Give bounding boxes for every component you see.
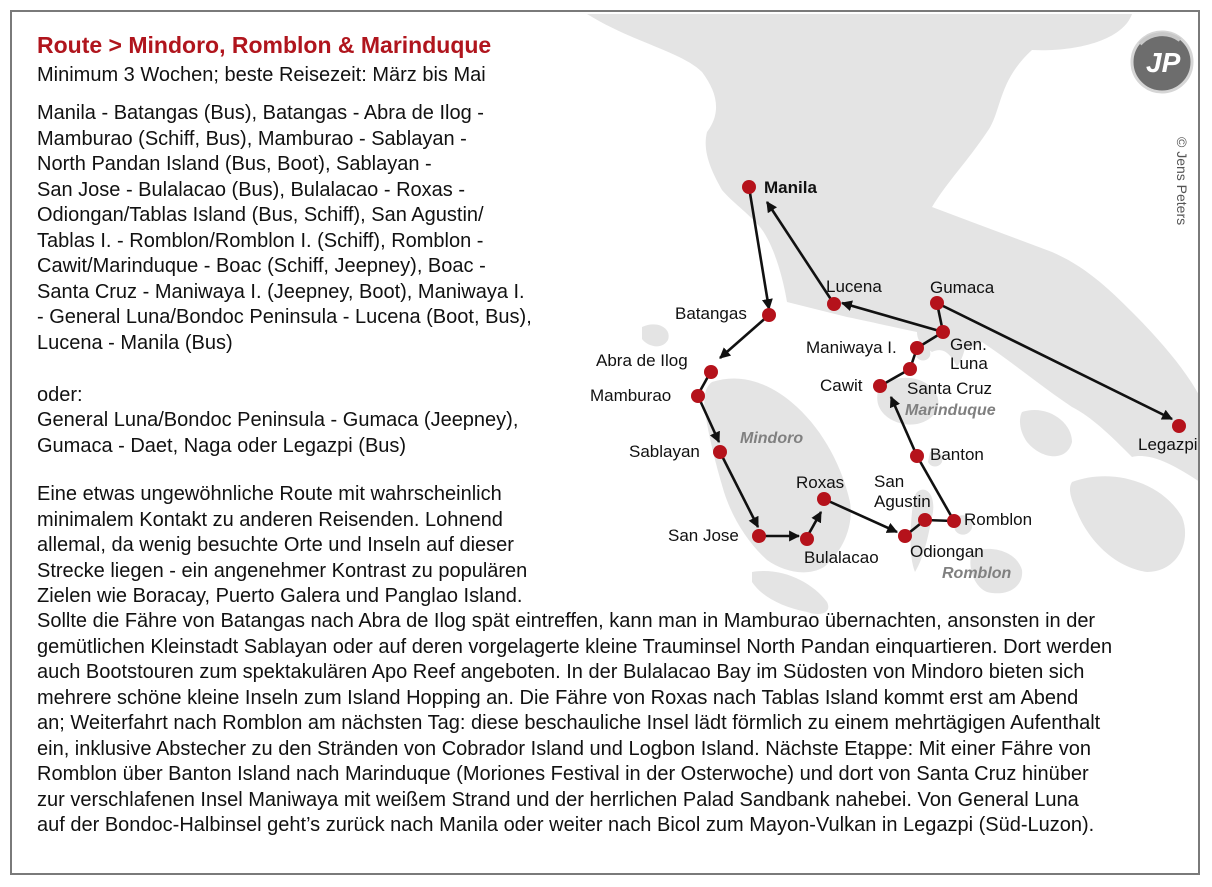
stop-mamburao bbox=[691, 389, 705, 403]
label-legazpi: Legazpi bbox=[1138, 435, 1198, 454]
stop-batangas bbox=[762, 308, 776, 322]
alternative-label bbox=[37, 383, 83, 409]
label-santacruz: Santa Cruz bbox=[907, 379, 993, 398]
stop-roxas bbox=[817, 492, 831, 506]
panay-coast bbox=[752, 571, 828, 614]
label-cawit: Cawit bbox=[820, 376, 863, 395]
stop-odiongan bbox=[898, 529, 912, 543]
lubang-islet bbox=[642, 324, 669, 346]
route-line: Odiongan/Tablas Island (Bus, Schiff), San Agustin/ bbox=[37, 204, 484, 226]
stop-romblon bbox=[947, 514, 961, 528]
stop-maniwaya bbox=[910, 341, 924, 355]
route-line: Manila - Batangas (Bus), Batangas - Abra de Ilog - bbox=[37, 102, 484, 124]
copyright-notice: © Jens Peters bbox=[1174, 137, 1190, 226]
stop-manila bbox=[742, 180, 756, 194]
summary-line: Zielen wie Boracay, Puerto Galera und Panglao Island. bbox=[37, 585, 523, 607]
label-banton: Banton bbox=[930, 445, 984, 464]
label-sanagustin-line2: Agustin bbox=[874, 492, 931, 511]
alt-line: General Luna/Bondoc Peninsula - Gumaca (Jeepney), bbox=[37, 409, 519, 431]
route-line: - General Luna/Bondoc Peninsula - Lucena (Boot, Bus), bbox=[37, 306, 532, 328]
label-island-marinduque: Marinduque bbox=[905, 402, 996, 419]
label-genluna-line2: Luna bbox=[950, 354, 988, 373]
alternative-route bbox=[37, 408, 518, 459]
burias-island bbox=[1020, 410, 1072, 456]
stop-gumaca bbox=[930, 296, 944, 310]
label-genluna-line1: Gen. bbox=[950, 335, 987, 354]
route-line: San Jose - Bulalacao (Bus), Bulalacao - Roxas - bbox=[37, 178, 465, 201]
label-island-romblon: Romblon bbox=[942, 565, 1012, 582]
details-line: auch Bootstouren zum spektakulären Apo Reef angeboten. In der Bulalacao Bay im Südosten von Mindoro bieten sich bbox=[37, 661, 1085, 683]
details-line: ein, inklusive Abstecher zu den Stränden von Cobrador Island und Logbon Island. Nächste Etappe: Mit einer Fähre von bbox=[37, 737, 1091, 760]
summary-line: minimalem Kontakt zu anderen Reisenden. Lohnend bbox=[37, 508, 503, 531]
details-line: Sollte die Fähre von Batangas nach Abra de Ilog spät eintreffen, kann man in Mamburao übernachten, ansonsten in der bbox=[37, 610, 1096, 632]
stop-legazpi bbox=[1172, 419, 1186, 433]
route-line: Mamburao (Schiff, Bus), Mamburao - Sablayan - bbox=[37, 127, 467, 150]
masbate-island bbox=[1070, 476, 1185, 572]
jp-logo bbox=[1132, 32, 1192, 92]
or-label: oder: bbox=[37, 384, 83, 406]
page-subtitle: Minimum 3 Wochen; beste Reisezeit: März bis Mai bbox=[37, 64, 486, 86]
route-card bbox=[10, 10, 1200, 875]
stop-banton bbox=[910, 449, 924, 463]
summary-line: allemal, da wenig besuchte Orte und Inseln auf dieser bbox=[37, 534, 514, 556]
route-details bbox=[37, 609, 1112, 839]
label-mamburao: Mamburao bbox=[590, 386, 672, 405]
label-gumaca: Gumaca bbox=[930, 278, 995, 297]
label-sanjose: San Jose bbox=[668, 526, 739, 545]
details-line: auf der Bondoc-Halbinsel geht’s zurück nach Manila oder weiter nach Bicol zum Mayon-Vulkan in Legazpi (Süd-Luzon). bbox=[37, 814, 1095, 836]
label-island-mindoro: Mindoro bbox=[740, 430, 804, 447]
stop-sablayan bbox=[713, 445, 727, 459]
details-line: zur verschlafenen Insel Maniwaya mit weißem Strand und der herrlichen Palad Sandbank nahebei. Von General Luna bbox=[37, 788, 1079, 811]
label-odiongan: Odiongan bbox=[910, 542, 984, 561]
route-line: Lucena - Manila (Bus) bbox=[37, 331, 233, 354]
route-line: Tablas I. - Romblon/Romblon I. (Schiff), Romblon - bbox=[37, 229, 484, 252]
logo-text: JP bbox=[1146, 47, 1181, 78]
route-line: Santa Cruz - Maniwaya I. (Jeepney, Boot), Maniwaya I. bbox=[37, 280, 525, 303]
route-summary bbox=[37, 482, 527, 610]
stop-genluna bbox=[936, 325, 950, 339]
label-batangas: Batangas bbox=[675, 304, 747, 323]
stop-cawit bbox=[873, 379, 887, 393]
stop-santacruz bbox=[903, 362, 917, 376]
stop-sanagustin bbox=[918, 513, 932, 527]
details-line: an; Weiterfahrt nach Romblon am nächsten Tag: diese beschauliche Insel lädt förmlich zu einem mehrtägigen Aufenthalt bbox=[37, 712, 1101, 734]
summary-line: Strecke liegen - ein angenehmer Kontrast zu populären bbox=[37, 559, 528, 582]
label-manila: Manila bbox=[764, 178, 817, 197]
label-lucena: Lucena bbox=[826, 277, 882, 296]
label-maniwaya: Maniwaya I. bbox=[806, 338, 897, 357]
stop-lucena bbox=[827, 297, 841, 311]
label-bulalacao: Bulalacao bbox=[804, 548, 879, 567]
route-line: North Pandan Island (Bus, Boot), Sablayan - bbox=[37, 153, 432, 175]
label-sablayan: Sablayan bbox=[629, 442, 700, 461]
label-abra: Abra de Ilog bbox=[596, 351, 688, 370]
label-roxas: Roxas bbox=[796, 473, 845, 492]
details-line: Romblon über Banton Island nach Marinduque (Moriones Festival in der Osterwoche) und dort von Santa Cruz hinüber bbox=[37, 763, 1089, 785]
label-sanagustin-line1: San bbox=[874, 472, 905, 491]
route-line: Cawit/Marinduque - Boac (Schiff, Jeepney), Boac - bbox=[37, 255, 486, 277]
details-line: mehrere schöne kleine Inseln zum Island Hopping an. Die Fähre von Roxas nach Tablas Island kommt erst am Abend bbox=[37, 686, 1079, 709]
alt-line: Gumaca - Daet, Naga oder Legazpi (Bus) bbox=[37, 434, 407, 457]
stop-bulalacao bbox=[800, 532, 814, 546]
details-line: gemütlichen Kleinstadt Sablayan oder auf deren vorgelagerte kleine Trauminsel North Pandan einquartieren. Dort werden bbox=[37, 635, 1113, 658]
stop-sanjose bbox=[752, 529, 766, 543]
stop-abra bbox=[704, 365, 718, 379]
route-description bbox=[37, 101, 532, 356]
summary-line: Eine etwas ungewöhnliche Route mit wahrscheinlich bbox=[37, 483, 502, 505]
page-title: Route > Mindoro, Romblon & Marinduque bbox=[37, 32, 492, 58]
label-romblon: Romblon bbox=[964, 510, 1033, 529]
